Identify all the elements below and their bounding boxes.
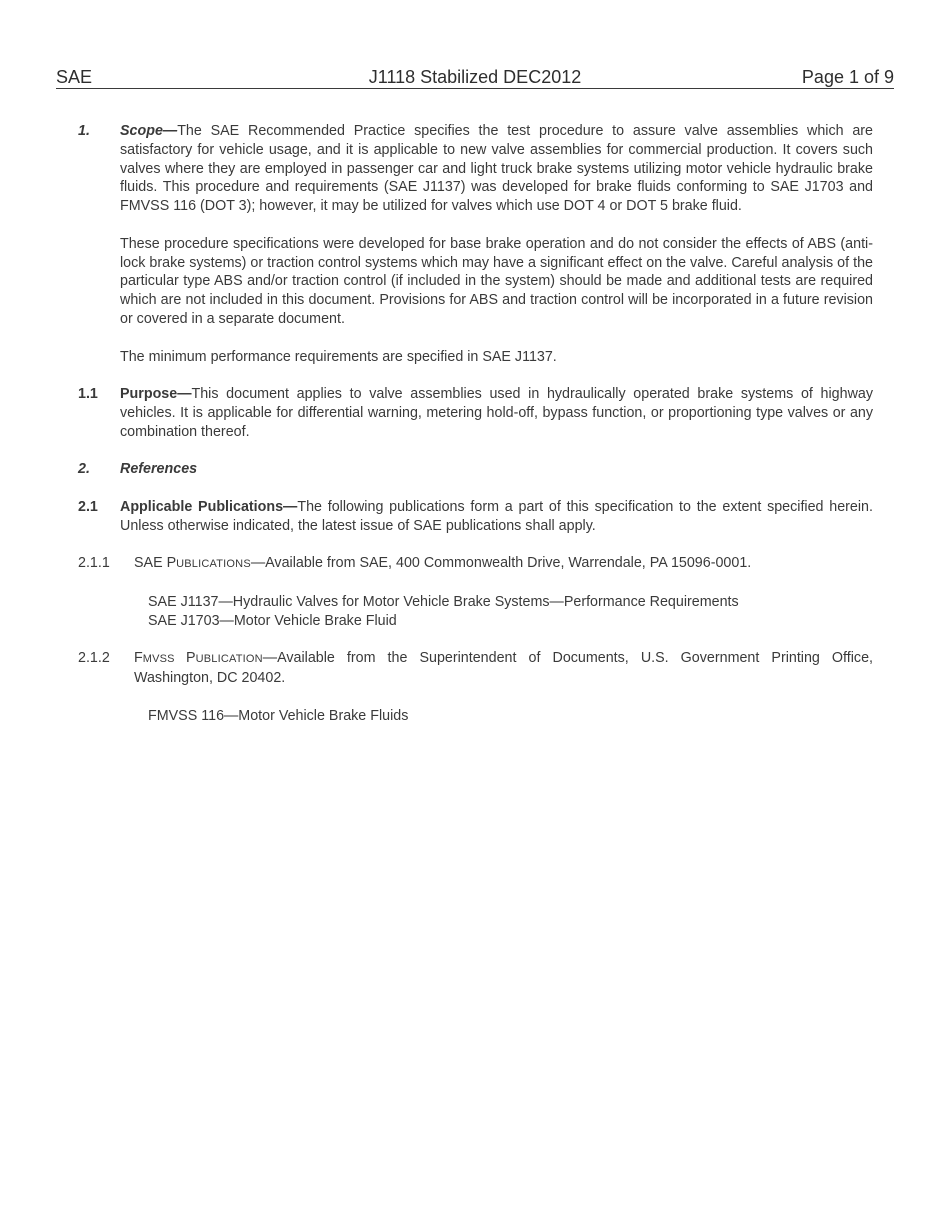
header-publisher: SAE xyxy=(56,67,93,87)
section-title: Scope— xyxy=(120,123,178,139)
section-title: SAE PUBLICATIONS xyxy=(134,555,251,572)
section-fmvss-publication xyxy=(78,649,873,725)
paragraph-text: —Available from the Superintendent of Documents, U.S. Government Printing Office, Washington, DC 20402. xyxy=(134,650,873,687)
document-body xyxy=(78,122,873,744)
page-header xyxy=(56,66,894,89)
section-number: 2.1.1 xyxy=(78,555,110,572)
section-number: 2. xyxy=(78,461,90,478)
paragraph-text: —Available from SAE, 400 Commonwealth Drive, Warrendale, PA 15096-0001. xyxy=(250,555,752,572)
sae-publications-paragraph xyxy=(134,554,873,574)
section-number: 2.1 xyxy=(78,498,98,515)
purpose-paragraph xyxy=(120,385,873,441)
list-item: SAE J1137—Hydraulic Valves for Motor Vehicle Brake Systems—Performance Requirements xyxy=(148,593,739,610)
paragraph-text: The SAE Recommended Practice specifies the test procedure to assure valve assemblies which are satisfactory for vehicle usage, and it is applicable to new valve assemblies for commercial production. It covers such valves where they are employed in passenger car and light truck brake systems utilizing motor vehicle hydraulic brake fluids. This procedure and requirements (SAE J1137) was developed for brake fluids conforming to SAE J1703 and FMVSS 116 (DOT 3); however, it may be utilized for valves which use DOT 4 or DOT 5 brake fluid. xyxy=(120,123,873,215)
header-document-id: J1118 Stabilized DEC2012 xyxy=(368,67,582,87)
fmvss-reference-list xyxy=(134,707,873,726)
scope-paragraph-3: The minimum performance requirements are specified in SAE J1137. xyxy=(120,348,557,365)
paragraph-text: This document applies to valve assemblies used in hydraulically operated brake systems of highway vehicles. It is applicable for differential warning, metering hold-off, bypass function, or proportioning type valves or any combination thereof. xyxy=(120,386,873,440)
paragraph-text: The following publications form a part of this specification to the extent specified herein. Unless otherwise indicated, the latest issue of SAE publications shall apply. xyxy=(120,498,873,534)
section-number: 1. xyxy=(78,123,90,139)
fmvss-publication-paragraph xyxy=(134,649,873,688)
section-title: Applicable Publications— xyxy=(120,498,298,515)
header-page-number: Page 1 of 9 xyxy=(801,67,894,87)
sae-reference-list xyxy=(134,593,873,631)
section-sae-publications xyxy=(78,554,873,630)
scope-paragraph-1 xyxy=(120,122,873,216)
list-item: FMVSS 116—Motor Vehicle Brake Fluids xyxy=(148,707,409,724)
list-item: SAE J1703—Motor Vehicle Brake Fluid xyxy=(148,612,397,629)
section-purpose xyxy=(78,385,873,441)
section-title: Purpose— xyxy=(120,386,192,403)
section-number: 2.1.2 xyxy=(78,650,110,667)
applicable-publications-paragraph xyxy=(120,498,873,536)
section-title: FMVSS PUBLICATION xyxy=(134,650,263,667)
references-heading xyxy=(120,460,873,479)
section-number: 1.1 xyxy=(78,386,98,403)
section-title: References xyxy=(120,461,198,478)
scope-paragraph-2: These procedure specifications were developed for base brake operation and do not consider the effects of ABS (anti-lock brake systems) or traction control systems which may have a significant effect on the valve. Careful analysis of the particular type ABS and/or traction control (if included in the system) should be made and additional tests are required which are not included in this document. Provisions for ABS and traction control will be incorporated in a future revision or covered in a separate document. xyxy=(120,235,873,327)
section-applicable-publications xyxy=(78,498,873,536)
section-scope xyxy=(78,122,873,366)
section-references xyxy=(78,460,873,479)
